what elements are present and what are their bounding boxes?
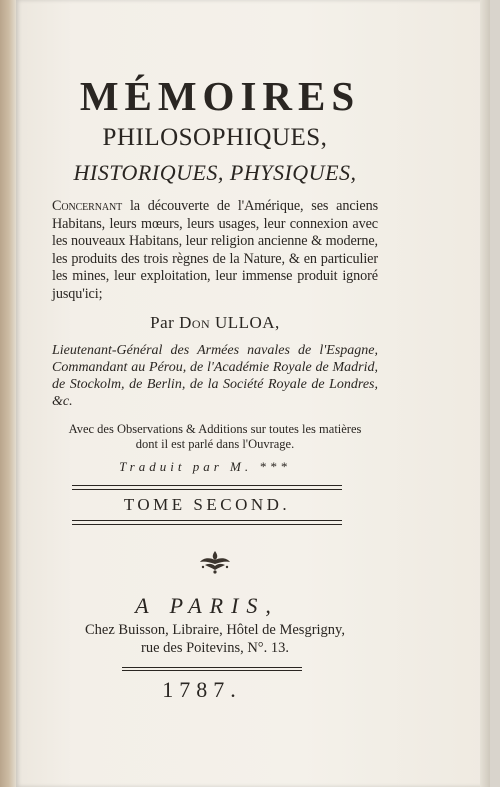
author-titles: Lieutenant-Général des Armées navales de l'Espagne, Commandant au Pérou, de l'Académie Royale de Madrid, de Stockolm, de Berlin, de la Société Royale de Londres, &c. bbox=[52, 342, 378, 410]
imprint-city: A PARIS, bbox=[135, 593, 279, 619]
book-spine bbox=[0, 0, 16, 787]
imprint-line2: rue des Poitevins, N°. 13. bbox=[141, 640, 289, 657]
title-page-content bbox=[52, 74, 378, 703]
publication-year: 1787. bbox=[162, 677, 242, 703]
description-text: la découverte de l'Amérique, ses anciens Habitans, leurs mœurs, leurs usages, leur connexion avec les nouveaux Habitans, leur religion ancienne & moderne, les produits des trois règnes de la Nature, & en particulier les mines, leur exploitation, leur immense produit ignoré jusqu'ici; bbox=[52, 198, 378, 302]
observations-line2: dont il est parlé dans l'Ouvrage. bbox=[135, 437, 295, 452]
subtitle-philosophiques: PHILOSOPHIQUES, bbox=[102, 124, 328, 151]
observations bbox=[52, 422, 378, 452]
title-page bbox=[16, 0, 490, 787]
author-line bbox=[52, 312, 378, 334]
date-rule-2 bbox=[122, 670, 302, 671]
imprint-line1: Chez Buisson, Libraire, Hôtel de Mesgrigny, bbox=[84, 622, 345, 639]
page-edge bbox=[480, 0, 490, 787]
rule-top-2 bbox=[72, 489, 342, 490]
imprint-publisher bbox=[52, 621, 378, 657]
title-block bbox=[52, 74, 378, 186]
observations-line1: Avec des Observations & Additions sur toutes les matières bbox=[68, 422, 362, 437]
date-rule-block bbox=[122, 667, 302, 671]
subtitle-historiques: HISTORIQUES, PHYSIQUES, bbox=[73, 160, 357, 185]
author-don: Don bbox=[179, 312, 211, 332]
description bbox=[52, 198, 378, 304]
volume-label: TOME SECOND. bbox=[123, 495, 291, 515]
main-title: MÉMOIRES bbox=[79, 73, 361, 119]
translator-line: Traduit par M. *** bbox=[119, 459, 291, 475]
fleuron-icon bbox=[195, 549, 235, 575]
volume-block bbox=[72, 485, 342, 525]
description-lead: Concernant bbox=[52, 198, 123, 214]
author-par: Par bbox=[150, 312, 175, 332]
ornament-icon bbox=[52, 549, 378, 581]
author-name: ULLOA, bbox=[214, 312, 280, 332]
rule-bottom-2 bbox=[72, 524, 342, 525]
